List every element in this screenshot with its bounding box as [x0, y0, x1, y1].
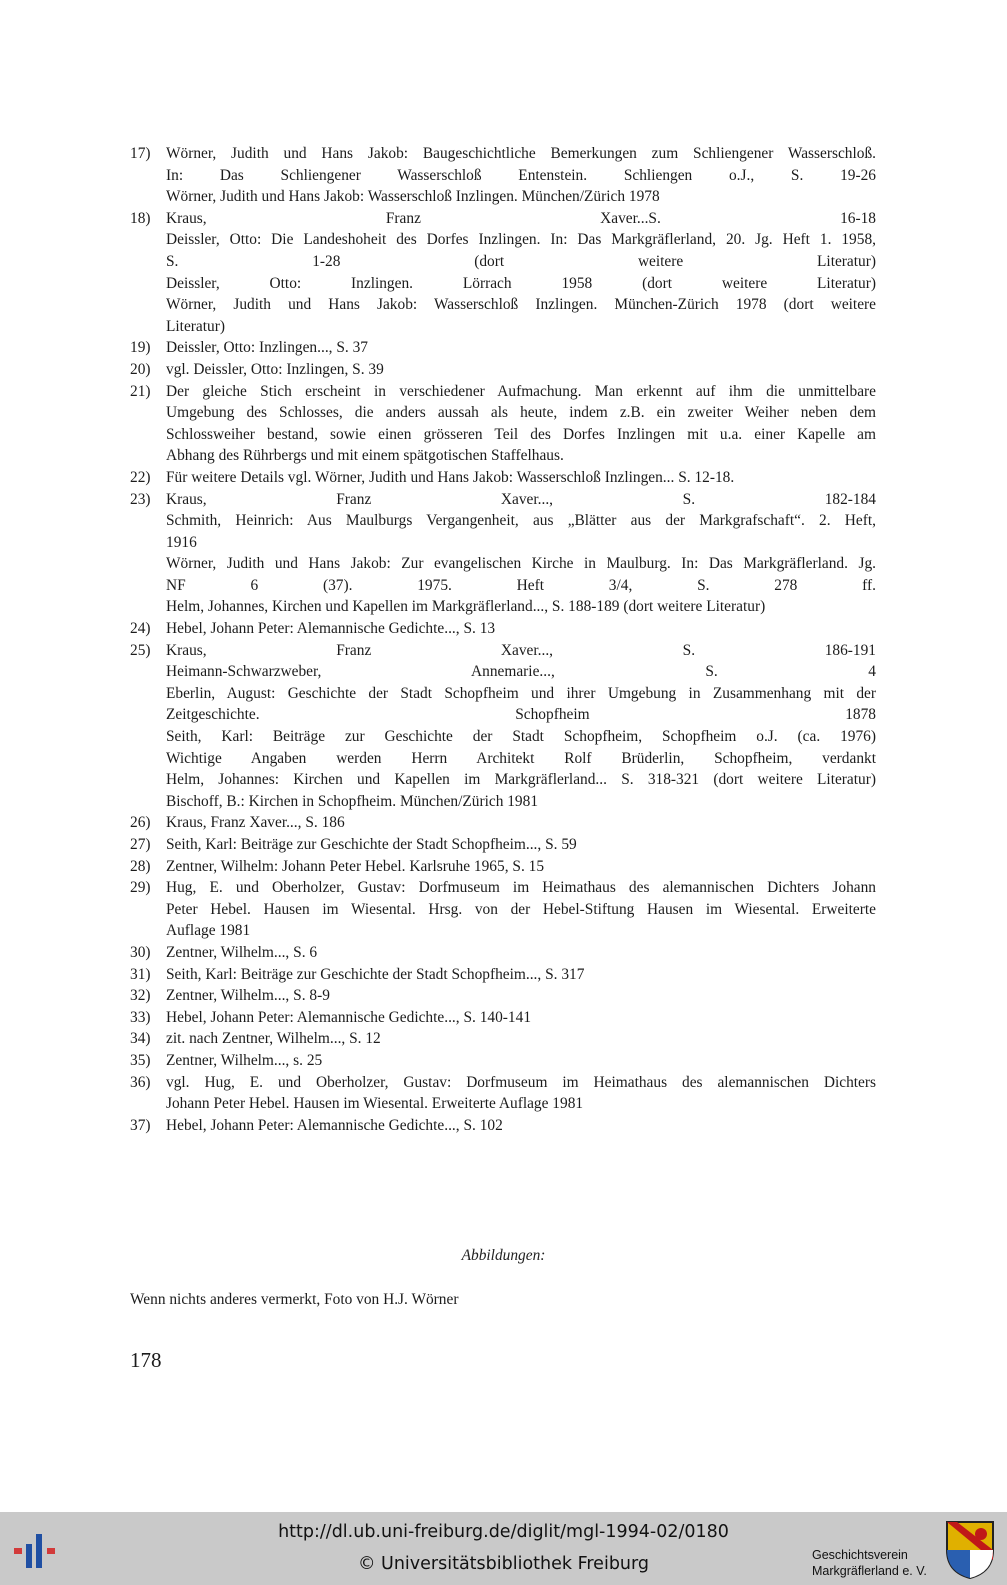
endnote-text — [166, 1050, 876, 1072]
endnote-number: 29) — [130, 879, 151, 897]
endnote-line: Seith, Karl: Beiträge zur Geschichte der Stadt Schopfheim..., S. 59 — [166, 836, 577, 853]
endnote-item — [130, 618, 876, 640]
endnote-number: 22) — [130, 468, 151, 486]
footer-url[interactable]: http://dl.ub.uni-freiburg.de/diglit/mgl-1994-02/0180 — [278, 1522, 729, 1542]
endnote-line: Peter Hebel. Hausen im Wiesental. Hrsg. von der Hebel-Stiftung Hausen im Wiesental. Erweiterte — [166, 900, 876, 918]
endnote-item — [130, 1115, 876, 1137]
endnote-item — [130, 1007, 876, 1029]
footer-society — [812, 1547, 927, 1579]
endnote-item — [130, 359, 876, 381]
endnote-item — [130, 834, 876, 856]
endnote-item — [130, 640, 876, 813]
endnote-line: Eberlin, August: Geschichte der Stadt Schopfheim und ihrer Umgebung in Zusammenhang mit der — [166, 684, 876, 702]
endnote-line: Hug, E. und Oberholzer, Gustav: Dorfmuseum im Heimathaus des alemannischen Dichters Johann — [166, 879, 876, 897]
endnote-text — [166, 856, 876, 878]
illustrations-heading: Abbildungen: — [461, 1247, 546, 1264]
footer-copyright: © Universitätsbibliothek Freiburg — [357, 1554, 650, 1574]
endnote-line: Wörner, Judith und Hans Jakob: Wasserschloß Inzlingen. München/Zürich 1978 — [166, 188, 660, 206]
endnote-text — [166, 1115, 876, 1137]
endnote-item — [130, 1072, 876, 1115]
endnote-text — [166, 834, 876, 856]
endnote-text — [166, 337, 876, 359]
endnote-line: S. 1-28 (dort weitere Literatur) — [166, 252, 876, 270]
endnote-number: 17) — [130, 145, 151, 162]
endnote-number: 33) — [130, 1008, 151, 1026]
endnote-number: 23) — [130, 490, 151, 508]
endnote-text — [166, 964, 876, 986]
endnote-text — [166, 208, 876, 338]
endnote-item — [130, 942, 876, 964]
endnote-line: Wörner, Judith und Hans Jakob: Wasserschloß Inzlingen. München-Zürich 1978 (dort weitere — [166, 296, 876, 314]
endnote-line: Deissler, Otto: Die Landeshoheit des Dorfes Inzlingen. In: Das Markgräflerland, 20. Jg. Heft 1. 1958, — [166, 231, 876, 249]
endnote-line: Deissler, Otto: Inzlingen. Lörrach 1958 (dort weitere Literatur) — [166, 274, 876, 292]
endnote-number: 27) — [130, 836, 151, 853]
endnote-line: Helm, Johannes, Kirchen und Kapellen im Markgräflerland..., S. 188-189 (dort weitere Literatur) — [166, 598, 766, 616]
endnote-number: 26) — [130, 814, 151, 832]
coat-of-arms-icon — [945, 1520, 995, 1580]
society-name-line2: Markgräflerland e. V. — [812, 1564, 927, 1578]
endnote-number: 34) — [130, 1030, 151, 1048]
endnote-line: Zeitgeschichte. Schopfheim 1878 — [166, 706, 876, 724]
endnote-number: 18) — [130, 209, 151, 227]
endnote-line: Zentner, Wilhelm: Johann Peter Hebel. Karlsruhe 1965, S. 15 — [166, 857, 545, 875]
endnote-item — [130, 1050, 876, 1072]
endnote-number: 19) — [130, 339, 151, 357]
endnote-line: Abhang des Rührbergs und mit einem spätgotischen Staffelhaus. — [166, 447, 564, 465]
endnote-line: Zentner, Wilhelm..., s. 25 — [166, 1051, 323, 1069]
endnote-line: In: Das Schliengener Wasserschloß Entenstein. Schliengen o.J., S. 19-26 — [166, 166, 876, 184]
endnote-text — [166, 812, 876, 834]
endnote-line: 1916 — [166, 533, 197, 551]
endnote-text — [166, 985, 876, 1007]
endnote-number: 25) — [130, 641, 151, 659]
endnote-item — [130, 985, 876, 1007]
endnote-number: 21) — [130, 382, 151, 400]
endnote-text — [166, 640, 876, 813]
endnote-line: zit. nach Zentner, Wilhelm..., S. 12 — [166, 1030, 381, 1048]
endnote-item — [130, 877, 876, 942]
endnote-item — [130, 489, 876, 619]
endnote-item — [130, 856, 876, 878]
endnote-line: Hebel, Johann Peter: Alemannische Gedichte..., S. 140-141 — [166, 1008, 532, 1026]
endnote-text — [166, 877, 876, 942]
endnote-number: 24) — [130, 620, 151, 638]
society-name-line1: Geschichtsverein — [812, 1548, 908, 1562]
endnote-number: 28) — [130, 857, 151, 875]
endnote-line: vgl. Deissler, Otto: Inzlingen, S. 39 — [166, 360, 384, 378]
endnote-line: Kraus, Franz Xaver..., S. 186 — [166, 814, 345, 832]
endnote-text — [166, 381, 876, 467]
endnote-line: Der gleiche Stich erscheint in verschiedener Aufmachung. Man erkennt auf ihm die unmittelbare — [166, 382, 876, 400]
endnote-number: 30) — [130, 943, 151, 961]
endnote-line: Wörner, Judith und Hans Jakob: Baugeschichtliche Bemerkungen zum Schliengener Wasserschloß. — [166, 145, 876, 162]
endnote-text — [166, 467, 876, 489]
endnote-line: Für weitere Details vgl. Wörner, Judith und Hans Jakob: Wasserschloß Inzlingen... S. 12-18. — [166, 468, 735, 486]
endnote-line: Wörner, Judith und Hans Jakob: Zur evangelischen Kirche in Maulburg. In: Das Markgräflerland. Jg. — [166, 555, 876, 573]
endnote-item — [130, 1028, 876, 1050]
endnote-line: Seith, Karl: Beiträge zur Geschichte der Stadt Schopfheim..., S. 317 — [166, 965, 585, 983]
endnote-line: Schlossweiher bestand, sowie einen grösseren Teil des Dorfes Inzlingen mit u.a. einer Kapelle am — [166, 425, 876, 443]
endnote-text — [166, 143, 876, 208]
endnote-line: Bischoff, B.: Kirchen in Schopfheim. München/Zürich 1981 — [166, 792, 539, 810]
endnote-number: 36) — [130, 1073, 151, 1091]
illustrations-credit: Wenn nichts anderes vermerkt, Foto von H.J. Wörner — [130, 1291, 459, 1308]
endnotes-list — [130, 143, 876, 1136]
endnote-text — [166, 618, 876, 640]
endnote-line: Literatur) — [166, 317, 225, 335]
endnote-number: 37) — [130, 1116, 151, 1134]
endnote-line: Kraus, Franz Xaver..., S. 182-184 — [166, 490, 876, 508]
endnote-number: 32) — [130, 987, 151, 1005]
endnote-line: Johann Peter Hebel. Hausen im Wiesental. Erweiterte Auflage 1981 — [166, 1095, 584, 1113]
endnote-line: Kraus, Franz Xaver..., S. 186-191 — [166, 641, 876, 659]
endnote-line: Schmith, Heinrich: Aus Maulburgs Vergangenheit, aus „Blätter aus der Markgrafschaft“. 2. Heft, — [166, 512, 876, 530]
endnote-line: Kraus, Franz Xaver...S. 16-18 — [166, 209, 876, 227]
endnote-item — [130, 964, 876, 986]
endnote-number: 31) — [130, 965, 151, 983]
endnote-text — [166, 489, 876, 619]
endnote-line: Hebel, Johann Peter: Alemannische Gedichte..., S. 13 — [166, 620, 496, 638]
endnote-item — [130, 208, 876, 338]
endnote-line: Deissler, Otto: Inzlingen..., S. 37 — [166, 339, 369, 357]
endnote-line: Seith, Karl: Beiträge zur Geschichte der Stadt Schopfheim, Schopfheim o.J. (ca. 1976) — [166, 728, 876, 746]
endnote-line: Wichtige Angaben werden Herrn Architekt Rolf Brüderlin, Schopfheim, verdankt — [166, 749, 876, 767]
endnote-line: Heimann-Schwarzweber, Annemarie..., S. 4 — [166, 663, 876, 681]
endnote-item — [130, 467, 876, 489]
endnote-line: Zentner, Wilhelm..., S. 8-9 — [166, 987, 330, 1005]
endnote-line: NF 6 (37). 1975. Heft 3/4, S. 278 ff. — [166, 576, 876, 594]
endnote-line: Umgebung des Schlosses, die anders aussah als heute, indem z.B. ein zweiter Weiher neben dem — [166, 404, 876, 422]
endnote-text — [166, 942, 876, 964]
endnote-line: Auflage 1981 — [166, 922, 251, 940]
endnote-item — [130, 337, 876, 359]
endnote-item — [130, 143, 876, 208]
endnote-line: Zentner, Wilhelm..., S. 6 — [166, 943, 318, 961]
endnote-text — [166, 1028, 876, 1050]
endnote-line: Helm, Johannes: Kirchen und Kapellen im Markgräflerland... S. 318-321 (dort weitere Literatur) — [166, 771, 876, 789]
footer-bar — [0, 1512, 1007, 1585]
endnote-number: 20) — [130, 360, 151, 378]
page-number: 178 — [130, 1348, 162, 1372]
endnote-number: 35) — [130, 1051, 151, 1069]
endnote-text — [166, 1072, 876, 1115]
endnote-line: vgl. Hug, E. und Oberholzer, Gustav: Dorfmuseum im Heimathaus des alemannischen Dichters — [166, 1073, 876, 1091]
endnote-text — [166, 359, 876, 381]
endnote-item — [130, 812, 876, 834]
endnote-item — [130, 381, 876, 467]
endnote-text — [166, 1007, 876, 1029]
endnote-line: Hebel, Johann Peter: Alemannische Gedichte..., S. 102 — [166, 1116, 503, 1134]
